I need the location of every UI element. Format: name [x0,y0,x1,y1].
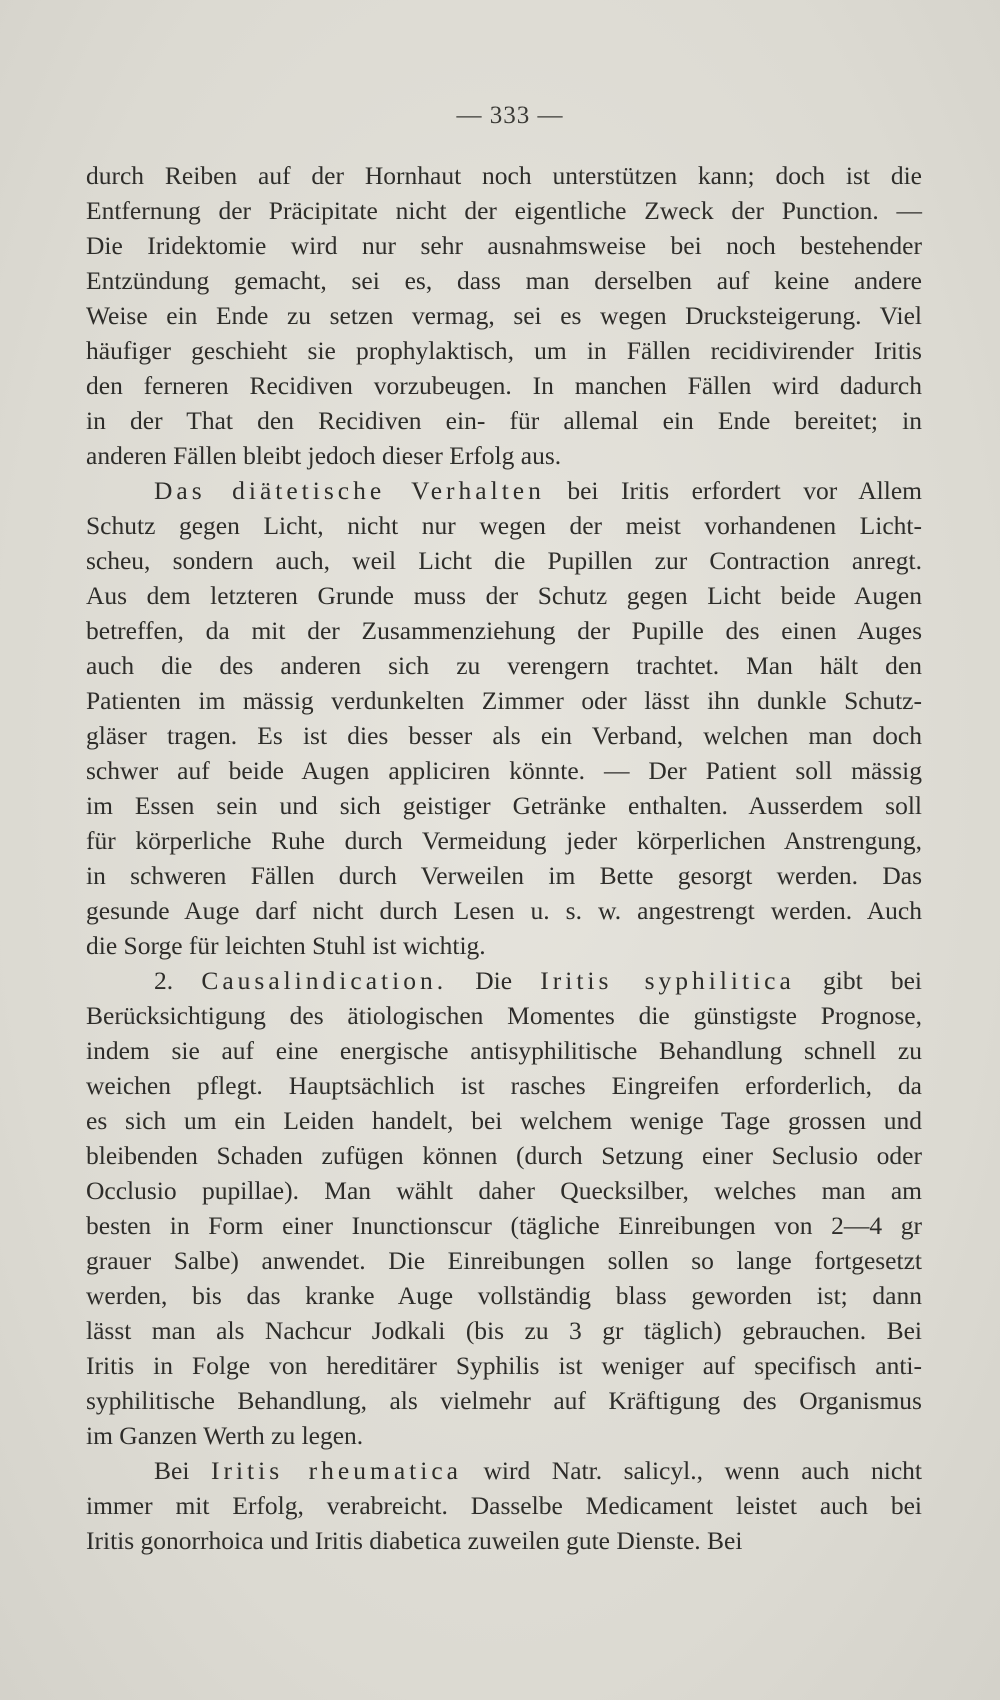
line-text: schwer auf beide Augen appliciren könnte. — Der Patient soll mässig [86,756,922,785]
body-text [86,158,922,1558]
line-text: Iritis in Folge von hereditärer Syphilis ist weniger auf specifisch anti- [86,1351,922,1380]
text-line [86,1033,922,1068]
text-line [86,1103,922,1138]
line-text: Aus dem letzteren Grunde muss der Schutz gegen Licht beide Augen [86,581,922,610]
emphasized-text: Das diätetische Verhalten [154,476,545,505]
text-line [86,998,922,1033]
text-line [86,823,922,858]
line-text: Die [447,966,541,995]
line-text: Occlusio pupillae). Man wählt daher Quecksilber, welches man am [86,1176,922,1205]
line-text: anderen Fällen bleibt jedoch dieser Erfolg aus. [86,441,562,470]
text-line [86,403,922,438]
line-text: den ferneren Recidiven vorzubeugen. In manchen Fällen wird dadurch [86,371,922,400]
text-line [86,158,922,193]
paragraph [86,963,922,1453]
line-text: in schweren Fällen durch Verweilen im Bette gesorgt werden. Das [86,861,922,890]
paragraph [86,1453,922,1558]
text-line [86,438,922,473]
line-text: scheu, sondern auch, weil Licht die Pupillen zur Contraction anregt. [86,546,922,575]
emphasized-text: Iritis rheumatica [210,1456,462,1485]
text-line [86,1173,922,1208]
line-text: Bei [154,1456,211,1485]
text-line [86,683,922,718]
line-text: im Essen sein und sich geistiger Getränke enthalten. Ausserdem soll [86,791,922,820]
line-text: indem sie auf eine energische antisyphilitische Behandlung schnell zu [86,1036,922,1065]
line-text: Die Iridektomie wird nur sehr ausnahmsweise bei noch bestehender [86,231,922,260]
line-text: Schutz gegen Licht, nicht nur wegen der meist vorhandenen Licht- [86,511,922,540]
text-line [86,263,922,298]
line-text: Berücksichtigung des ätiologischen Momentes die günstigste Prognose, [86,1001,922,1030]
paragraph [86,473,922,963]
text-line [86,1488,922,1523]
paragraph [86,158,922,473]
line-text: gläser tragen. Es ist dies besser als ein Verband, welchen man doch [86,721,922,750]
line-text: durch Reiben auf der Hornhaut noch unterstützen kann; doch ist die [86,161,922,190]
emphasized-text: Iritis syphilitica [540,966,795,995]
page-number: — 333 — [456,102,564,129]
line-text: die Sorge für leichten Stuhl ist wichtig. [86,931,486,960]
line-text: bleibenden Schaden zufügen können (durch Setzung einer Seclusio oder [86,1141,922,1170]
line-text: Patienten im mässig verdunkelten Zimmer oder lässt ihn dunkle Schutz- [86,686,922,715]
line-text: betreffen, da mit der Zusammenziehung der Pupille des einen Auges [86,616,922,645]
emphasized-text: Causalindication. [201,966,448,995]
line-text: für körperliche Ruhe durch Vermeidung jeder körperlichen Anstrengung, [86,826,922,855]
text-line [86,718,922,753]
text-line [86,1383,922,1418]
line-text: grauer Salbe) anwendet. Die Einreibungen sollen so lange fortgesetzt [86,1246,922,1275]
line-text: in der That den Recidiven ein- für allemal ein Ende bereitet; in [86,406,922,435]
line-text: auch die des anderen sich zu verengern trachtet. Man hält den [86,651,922,680]
text-line [86,298,922,333]
line-text: bei Iritis erfordert vor Allem [544,476,923,505]
text-line [86,648,922,683]
line-text: es sich um ein Leiden handelt, bei welchem wenige Tage grossen und [86,1106,922,1135]
text-line [86,508,922,543]
text-line [86,1418,922,1453]
line-text: immer mit Erfolg, verabreicht. Dasselbe Medicament leistet auch bei [86,1491,922,1520]
text-line [86,1313,922,1348]
line-text: wird Natr. salicyl., wenn auch nicht [461,1456,922,1485]
text-line [86,1523,922,1558]
text-line [86,578,922,613]
text-line [86,613,922,648]
line-text: im Ganzen Werth zu legen. [86,1421,364,1450]
line-text: gesunde Auge darf nicht durch Lesen u. s. w. angestrengt werden. Auch [86,896,922,925]
text-line [86,473,922,508]
text-line [86,858,922,893]
line-text: Entzündung gemacht, sei es, dass man derselben auf keine andere [86,266,922,295]
text-line [86,928,922,963]
text-line [86,753,922,788]
line-text: syphilitische Behandlung, als vielmehr auf Kräftigung des Organismus [86,1386,922,1415]
text-line [86,543,922,578]
text-line [86,333,922,368]
line-text: 2. [154,966,202,995]
text-line [86,1138,922,1173]
line-text: lässt man als Nachcur Jodkali (bis zu 3 gr täglich) gebrauchen. Bei [86,1316,922,1345]
line-text: Weise ein Ende zu setzen vermag, sei es wegen Drucksteigerung. Viel [86,301,922,330]
text-line [86,893,922,928]
line-text: werden, bis das kranke Auge vollständig blass geworden ist; dann [86,1281,922,1310]
line-text: Entfernung der Präcipitate nicht der eigentliche Zweck der Punction. — [86,196,922,225]
line-text: gibt bei [794,966,922,995]
text-line [86,228,922,263]
text-line [86,1348,922,1383]
text-line [86,1243,922,1278]
text-line [86,963,922,998]
text-line [86,1068,922,1103]
line-text: besten in Form einer Inunctionscur (tägliche Einreibungen von 2—4 gr [86,1211,922,1240]
text-line [86,788,922,823]
text-line [86,1208,922,1243]
line-text: weichen pflegt. Hauptsächlich ist rasches Eingreifen erforderlich, da [86,1071,922,1100]
text-line [86,368,922,403]
text-line [86,1278,922,1313]
text-line [86,1453,922,1488]
line-text: häufiger geschieht sie prophylaktisch, um in Fällen recidivirender Iritis [86,336,922,365]
text-line [86,193,922,228]
line-text: Iritis gonorrhoica und Iritis diabetica zuweilen gute Dienste. Bei [86,1526,743,1555]
